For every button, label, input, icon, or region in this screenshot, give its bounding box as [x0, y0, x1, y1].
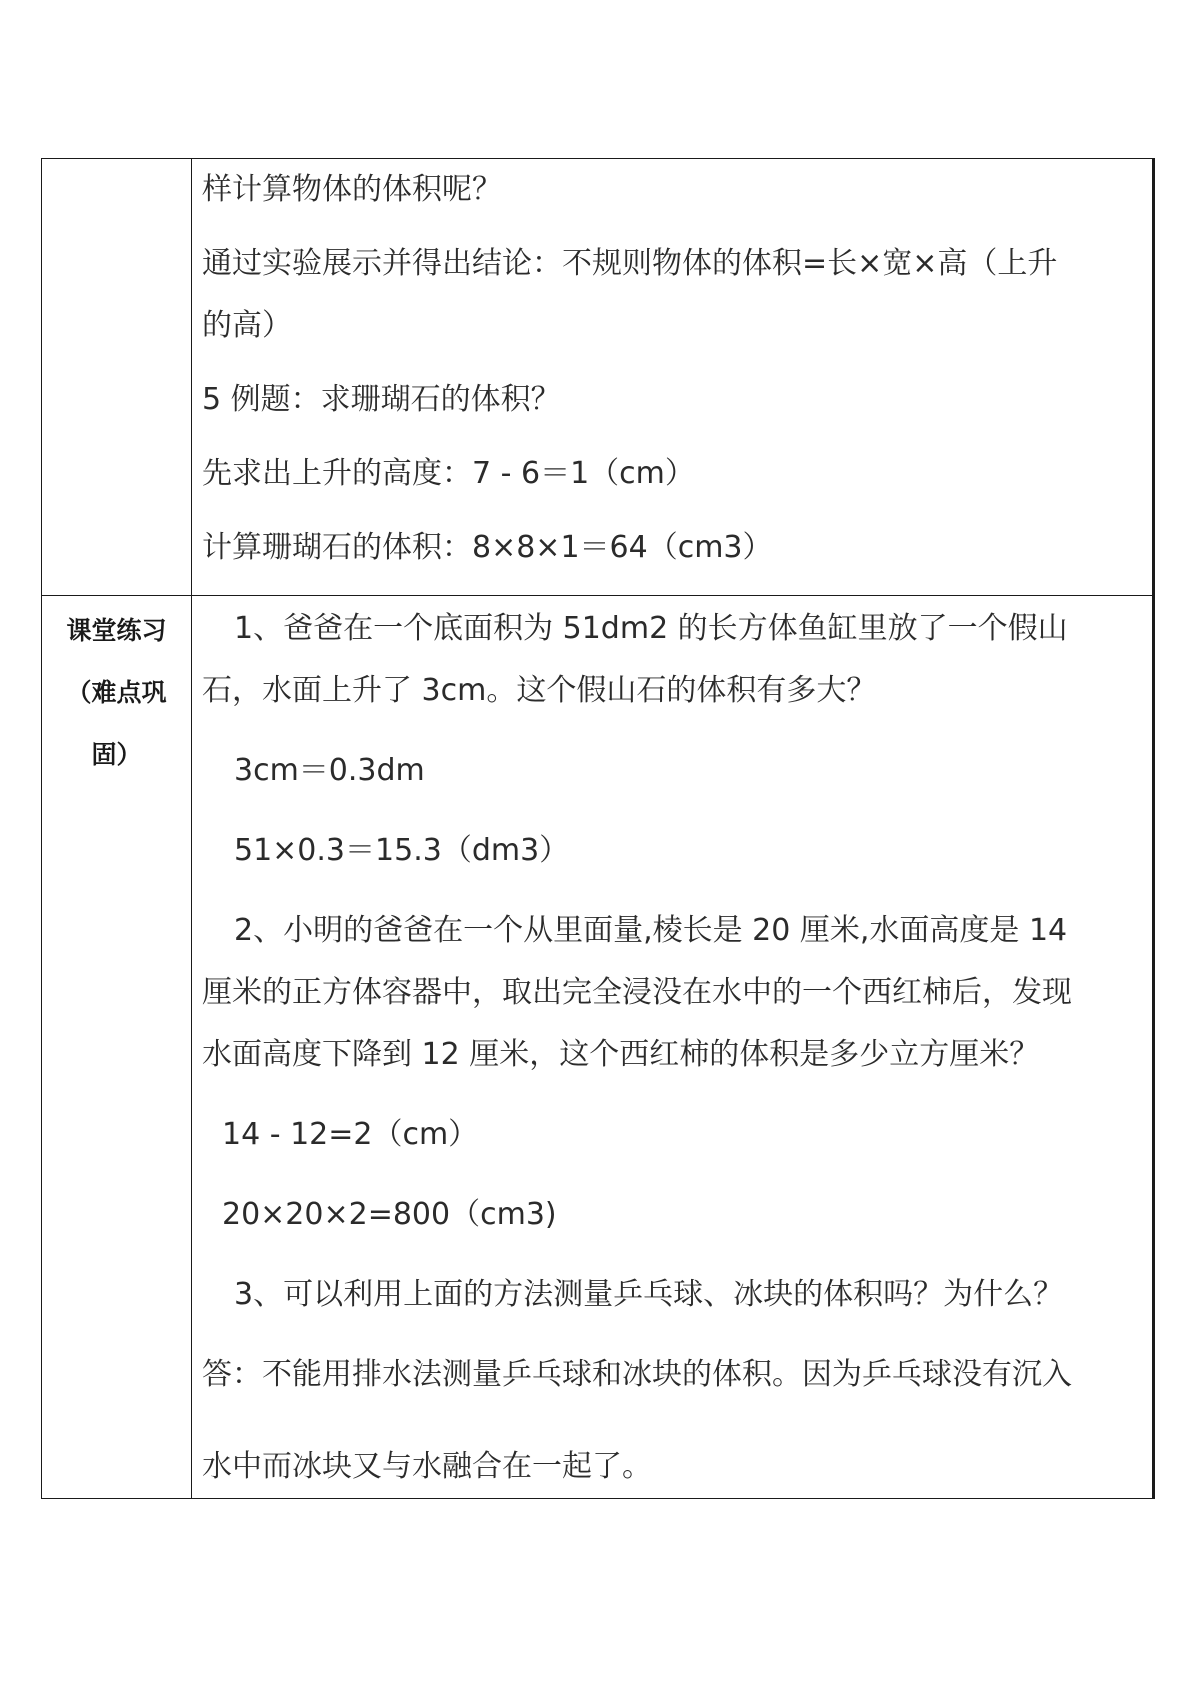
solution-step: 14 - 12=2（cm） — [222, 1117, 479, 1152]
table-row-practice — [42, 596, 1154, 1499]
solution-step: 51×0.3＝15.3（dm3） — [234, 833, 570, 868]
table-row-continued — [42, 159, 1154, 596]
content-cell-practice — [192, 596, 1154, 1499]
solution-step: 20×20×2=800（cm3) — [222, 1197, 557, 1232]
answer-text: 水中而冰块又与水融合在一起了。 — [202, 1449, 652, 1484]
text-line: 计算珊瑚石的体积：8×8×1＝64（cm3） — [202, 530, 773, 565]
text-line: 5 例题：求珊瑚石的体积？ — [202, 382, 561, 417]
section-label-line: （难点巩 — [66, 678, 167, 707]
lesson-table — [41, 158, 1155, 1499]
question-1-text: 1、爸爸在一个底面积为 51dm2 的长方体鱼缸里放了一个假山 — [234, 611, 1068, 646]
text-line: 样计算物体的体积呢？ — [202, 172, 502, 207]
label-cell-empty — [42, 159, 192, 596]
question-2-text: 2、小明的爸爸在一个从里面量,棱长是 20 厘米,水面高度是 14 — [234, 913, 1068, 948]
text-line: 通过实验展示并得出结论：不规则物体的体积=长×宽×高（上升 — [202, 246, 1058, 281]
question-2-text: 水面高度下降到 12 厘米，这个西红柿的体积是多少立方厘米？ — [202, 1037, 1040, 1072]
question-2-text: 厘米的正方体容器中，取出完全浸没在水中的一个西红柿后，发现 — [202, 975, 1072, 1010]
solution-step: 3cm＝0.3dm — [234, 753, 425, 788]
answer-text: 答：不能用排水法测量乒乓球和冰块的体积。因为乒乓球没有沉入 — [202, 1357, 1072, 1392]
question-1-text: 石，水面上升了 3cm。这个假山石的体积有多大？ — [202, 673, 877, 708]
section-label-line: 固） — [91, 740, 142, 769]
section-label-line: 课堂练习 — [66, 616, 167, 645]
content-cell-experiment — [192, 159, 1154, 596]
label-cell-practice — [42, 596, 192, 1499]
text-line: 先求出上升的高度：7 - 6＝1（cm） — [202, 456, 695, 491]
section-label — [42, 596, 191, 786]
question-3-text: 3、可以利用上面的方法测量乒乓球、冰块的体积吗？为什么？ — [234, 1277, 1064, 1312]
text-line: 的高） — [202, 308, 292, 343]
